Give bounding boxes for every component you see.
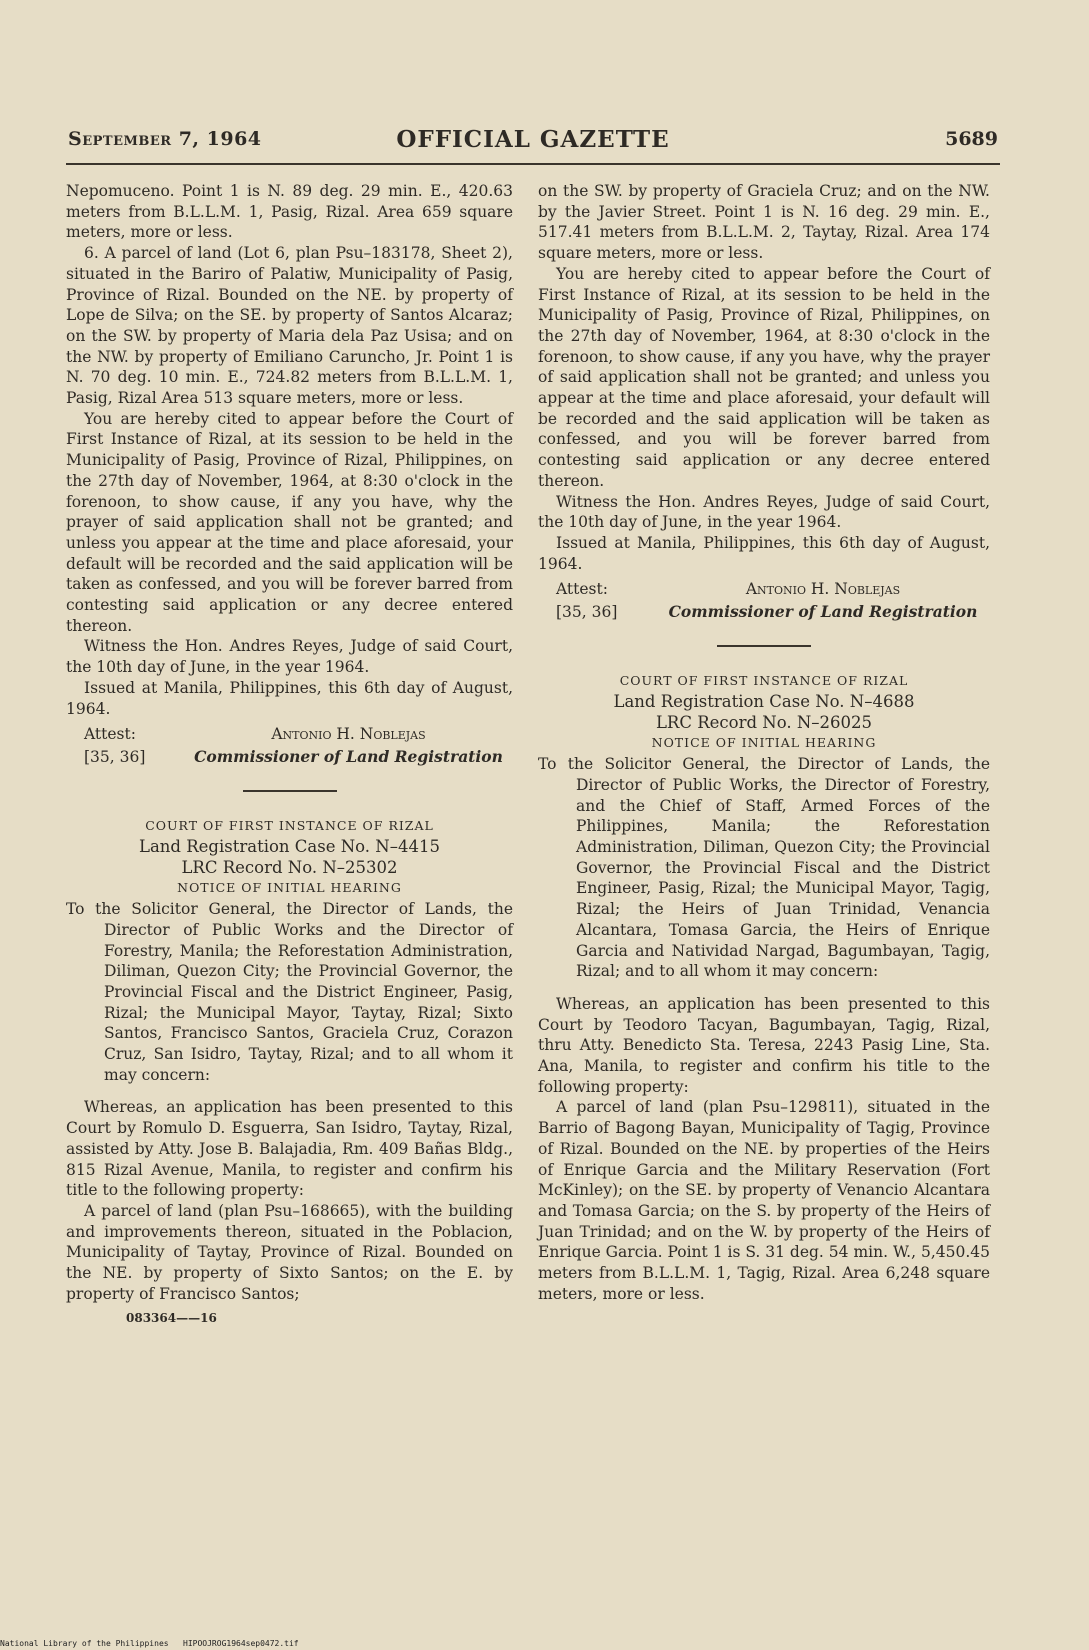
addressees: To the Solicitor General, the Director of Lands, the Director of Public Works, the Director of Forestry, and the Chief of Staff, Armed Forces of the Philippines, Manila; the Reforestation Administration, Diliman, Quezon City; the Provincial Governor, the Provincial Fiscal and the District Engineer, Pasig, Rizal; the Municipal Mayor, Tagig, Rizal; the Heirs of Juan Trinidad, Venancia Alcantara, Tomasa Garcia, the Heirs of Enrique Garcia and Natividad Nargad, Bagumbayan, Tagig, Rizal; and to all whom it may concern: bbox=[538, 755, 990, 981]
notice-heading: NOTICE OF INITIAL HEARING bbox=[651, 735, 877, 751]
attest-line bbox=[538, 602, 990, 623]
page-number: 5689 bbox=[945, 128, 998, 150]
print-code: 083364——16 bbox=[126, 1311, 217, 1326]
notice-heading: NOTICE OF INITIAL HEARING bbox=[177, 880, 402, 896]
attest-label: Attest: bbox=[556, 580, 608, 599]
section-divider bbox=[243, 790, 337, 792]
paragraph: Issued at Manila, Philippines, this 6th day of August, 1964. bbox=[538, 533, 990, 573]
attest-title: Commissioner of Land Registration bbox=[194, 746, 503, 766]
paragraph: Witness the Hon. Andres Reyes, Judge of said Court, the 10th day of June, in the year 1964. bbox=[66, 637, 513, 677]
attest-label: Attest: bbox=[84, 725, 136, 744]
paragraph: Whereas, an application has been presented to this Court by Romulo D. Esguerra, San Isidro, Taytay, Rizal, assisted by Atty. Jose B. Balajadia, Rm. 409 Bañas Bldg., 815 Rizal Avenue, Manila, to register and confirm his title to the following property: bbox=[66, 1098, 513, 1200]
library-credit: National Library of the Philippines bbox=[0, 1639, 169, 1648]
page-header bbox=[68, 126, 998, 156]
case-number: Land Registration Case No. N–4688 bbox=[613, 692, 915, 712]
issue-date: September 7, 1964 bbox=[68, 128, 262, 150]
attest-signatory: Antonio H. Noblejas bbox=[745, 580, 901, 599]
paragraph: Issued at Manila, Philippines, this 6th day of August, 1964. bbox=[66, 678, 513, 718]
lrc-record-number: LRC Record No. N–26025 bbox=[655, 713, 873, 733]
court-heading: COURT OF FIRST INSTANCE OF RIZAL bbox=[619, 672, 909, 688]
court-heading: COURT OF FIRST INSTANCE OF RIZAL bbox=[145, 817, 434, 833]
attest-reference: [35, 36] bbox=[84, 747, 146, 766]
paragraph: on the SW. by property of Graciela Cruz; and on the NW. by the Javier Street. Point 1 is N. 16 deg. 29 min. E., 517.41 meters from B.L.L.M. 2, Taytay, Rizal. Area 174 square meters, more or less. bbox=[538, 182, 990, 263]
scan-footer bbox=[0, 1639, 299, 1648]
paragraph: A parcel of land (plan Psu–168665), with the building and improvements thereon, situated in the Poblacion, Municipality of Taytay, Province of Rizal. Bounded on the NE. by property of Sixto Santos; on the E. by property of Francisco Santos; bbox=[66, 1201, 513, 1303]
attest-signatory: Antonio H. Noblejas bbox=[271, 725, 426, 744]
addressees: To the Solicitor General, the Director of Lands, the Director of Public Works and the Director of Forestry, Manila; the Reforestation Administration, Diliman, Quezon City; the Provincial Governor, the Provincial Fiscal and the District Engineer, Pasig, Rizal; the Municipal Mayor, Taytay, Rizal; Sixto Santos, Francisco Santos, Graciela Cruz, Corazon Cruz, San Isidro, Taytay, Rizal; and to all whom it may concern: bbox=[66, 900, 513, 1084]
paragraph: A parcel of land (plan Psu–129811), situated in the Barrio of Bagong Bayan, Municipality of Tagig, Province of Rizal. Bounded on the NE. by properties of the Heirs of Enrique Garcia and the Military Reservation (Fort McKinley); on the SE. by property of Venancio Alcantara and Tomasa Garcia; on the S. by property of the Heirs of Juan Trinidad; and on the W. by property of the Heirs of Enrique Garcia. Point 1 is S. 31 deg. 54 min. W., 5,450.45 meters from B.L.L.M. 1, Tagig, Rizal. Area 6,248 square meters, more or less. bbox=[538, 1098, 990, 1303]
attest-line bbox=[538, 579, 990, 600]
lrc-record-number: LRC Record No. N–25302 bbox=[181, 858, 398, 878]
paragraph: Whereas, an application has been presented to this Court by Teodoro Tacyan, Bagumbayan, Tagig, Rizal, thru Atty. Benedicto Sta. Teresa, 2243 Pasig Line, Sta. Ana, Manila, to register and confirm his title to the following property: bbox=[538, 994, 990, 1096]
paragraph: You are hereby cited to appear before the Court of First Instance of Rizal, at its session to be held in the Municipality of Pasig, Province of Rizal, Philippines, on the 27th day of November, 1964, at 8:30 o'clock in the forenoon, to show cause, if any you have, why the prayer of said application shall not be granted; and unless you appear at the time and place aforesaid, your default will be recorded and the said application will be taken as confessed, and you will be forever barred from contesting said application or any decree entered thereon. bbox=[538, 264, 990, 490]
attest-title: Commissioner of Land Registration bbox=[668, 602, 978, 622]
left-column bbox=[66, 181, 513, 1329]
attest-reference: [35, 36] bbox=[556, 603, 618, 622]
attest-line bbox=[66, 724, 513, 745]
section-divider bbox=[717, 645, 811, 647]
paragraph: 6. A parcel of land (Lot 6, plan Psu–183178, Sheet 2), situated in the Bariro of Palatiw, Municipality of Pasig, Province of Rizal. Bounded on the NE. by property of Lope de Silva; on the SE. by property of Santos Alcaraz; on the SW. by property of Maria dela Paz Usisa; and on the NW. by property of Emiliano Caruncho, Jr. Point 1 is N. 70 deg. 10 min. E., 724.82 meters from B.L.L.M. 1, Pasig, Rizal Area 513 square meters, more or less. bbox=[66, 244, 513, 408]
case-number: Land Registration Case No. N–4415 bbox=[139, 837, 440, 857]
paragraph: You are hereby cited to appear before the Court of First Instance of Rizal, at its session to be held in the Municipality of Pasig, Province of Rizal, Philippines, on the 27th day of November, 1964, at 8:30 o'clock in the forenoon, to show cause, if any you have, why the prayer of said application shall not be granted; and unless you appear at the time and place aforesaid, your default will be recorded and the said application will be taken as confessed, and you will be forever barred from contesting said application or any decree entered thereon. bbox=[66, 409, 513, 635]
paragraph: Witness the Hon. Andres Reyes, Judge of said Court, the 10th day of June, in the year 1964. bbox=[538, 492, 990, 532]
right-column bbox=[538, 181, 990, 1304]
publication-title: OFFICIAL GAZETTE bbox=[396, 126, 670, 153]
attest-line bbox=[66, 747, 513, 768]
scan-filename: HIPOOJROG1964sep0472.tif bbox=[183, 1639, 299, 1648]
paragraph: Nepomuceno. Point 1 is N. 89 deg. 29 min. E., 420.63 meters from B.L.L.M. 1, Pasig, Rizal. Area 659 square meters, more or less. bbox=[66, 182, 513, 242]
header-rule bbox=[66, 163, 1000, 165]
